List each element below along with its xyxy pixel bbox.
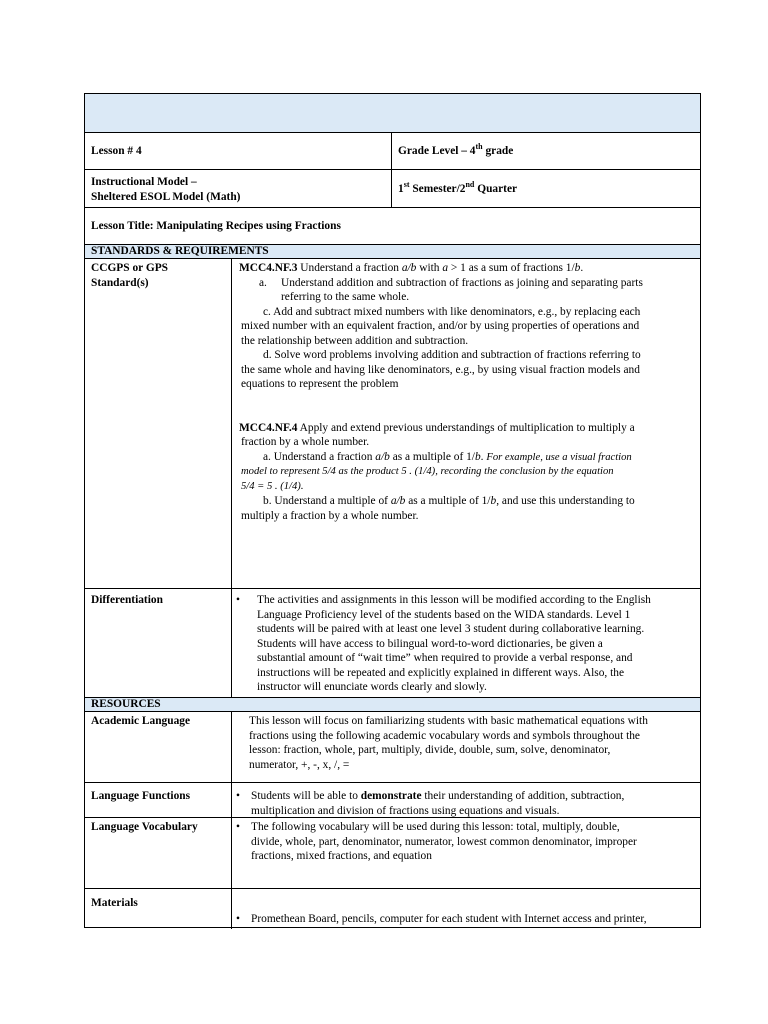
standard-nf3-a: a. Understand addition and subtraction of fractions as joining and separating parts [259, 276, 643, 289]
row-divider [85, 169, 700, 170]
language-vocabulary-content [231, 820, 697, 864]
lesson-plan-table [84, 93, 701, 928]
row-divider [85, 888, 700, 889]
standard-nf4-example: model to represent 5/4 as the product 5 . (1/4), recording the conclusion by the equation [241, 466, 614, 477]
materials-label: Materials [91, 897, 138, 909]
language-functions-content [231, 789, 697, 818]
standard-nf3-c: c. Add and subtract mixed numbers with like denominators, e.g., by replacing each [263, 305, 641, 318]
standards-heading: STANDARDS & REQUIREMENTS [91, 245, 269, 257]
academic-language-content: This lesson will focus on familiarizing students with basic mathematical equations with fractions using the following academic vocabulary words and symbols throughout the lesson: fraction, whole, part, multiply, divide, double, sum, solve, denominator, numerator, +, -, x, /, = [249, 715, 648, 771]
materials-item: • Promethean Board, pencils, computer for each student with Internet access and printer, [231, 912, 697, 927]
standard-nf4-example-eq: 5/4 = 5 . (1/4). [241, 480, 304, 492]
language-functions-item: • Students will be able to demonstrate their understanding of addition, subtraction, multiplication and division of fractions using equations and visuals. [231, 789, 697, 818]
column-divider [391, 132, 392, 207]
differentiation-label: Differentiation [91, 594, 163, 606]
row-divider [85, 782, 700, 783]
resources-band [85, 698, 700, 711]
standards-content [239, 261, 697, 523]
standard-nf4-a: a. Understand a fraction a/b as a multiple of 1/b. For example, use a visual fraction [263, 450, 632, 463]
materials-content [231, 912, 697, 927]
row-divider [85, 588, 700, 589]
column-divider [231, 258, 232, 697]
row-divider [85, 207, 700, 208]
standards-label: CCGPS or GPS Standard(s) [91, 262, 168, 289]
standard-nf3-c-cont2: the relationship between addition and subtraction. [241, 334, 469, 347]
standard-nf3-d-cont: the same whole and having like denominators, e.g., by using visual fraction models and [241, 363, 640, 376]
title-band [85, 94, 700, 132]
standard-nf3-d: d. Solve word problems involving addition and subtraction of fractions referring to [263, 349, 641, 361]
standard-nf3: MCC4.NF.3 Understand a fraction a/b with a > 1 as a sum of fractions 1/b. [239, 262, 584, 274]
language-vocabulary-label: Language Vocabulary [91, 821, 198, 833]
standard-nf3-c-cont: mixed number with an equivalent fraction, and/or by using properties of operations and [241, 320, 640, 332]
standard-nf4-b-cont: multiply a fraction by a whole number. [241, 509, 419, 522]
column-divider [231, 711, 232, 929]
standard-nf3-d-cont2: equations to represent the problem [241, 378, 399, 390]
lesson-title: Lesson Title: Manipulating Recipes using Fractions [91, 220, 341, 232]
standard-nf4-b: b. Understand a multiple of a/b as a multiple of 1/b, and use this understanding to [263, 495, 635, 507]
standard-nf4: MCC4.NF.4 Apply and extend previous understandings of multiplication to multiply a [239, 421, 635, 434]
row-divider [85, 258, 700, 259]
academic-language-label: Academic Language [91, 715, 191, 727]
grade-level: Grade Level – 4th grade [398, 142, 514, 157]
language-functions-label: Language Functions [91, 790, 191, 802]
differentiation-item: • The activities and assignments in this lesson will be modified according to the English Language Proficiency level of the students based on the WIDA standards. Level 1 students will be paired with at least one level 3 student during collaborative learning. Students will have access to bilingual word-to-word dictionaries, be given a substantial amount of “wait time” when required to provide a verbal response, and instructions will be repeated and explicitly explained in different ways. Also, the instructor will enunciate words clearly and slowly. [231, 593, 697, 695]
instructional-model: Instructional Model – Sheltered ESOL Model (Math) [91, 176, 241, 203]
row-divider [85, 711, 700, 712]
standard-nf4-cont: fraction by a whole number. [241, 436, 370, 448]
resources-heading: RESOURCES [91, 698, 161, 710]
row-divider [85, 817, 700, 818]
semester-quarter: 1st Semester/2nd Quarter [398, 180, 518, 195]
differentiation-content [231, 593, 697, 695]
row-divider [85, 132, 700, 133]
standard-nf3-a-cont: referring to the same whole. [281, 291, 410, 303]
language-vocabulary-item: • The following vocabulary will be used during this lesson: total, multiply, double, divide, whole, part, denominator, numerator, lowest common denominator, improper fractions, mixed fractions, and equation [231, 820, 697, 864]
lesson-number: Lesson # 4 [91, 145, 142, 157]
